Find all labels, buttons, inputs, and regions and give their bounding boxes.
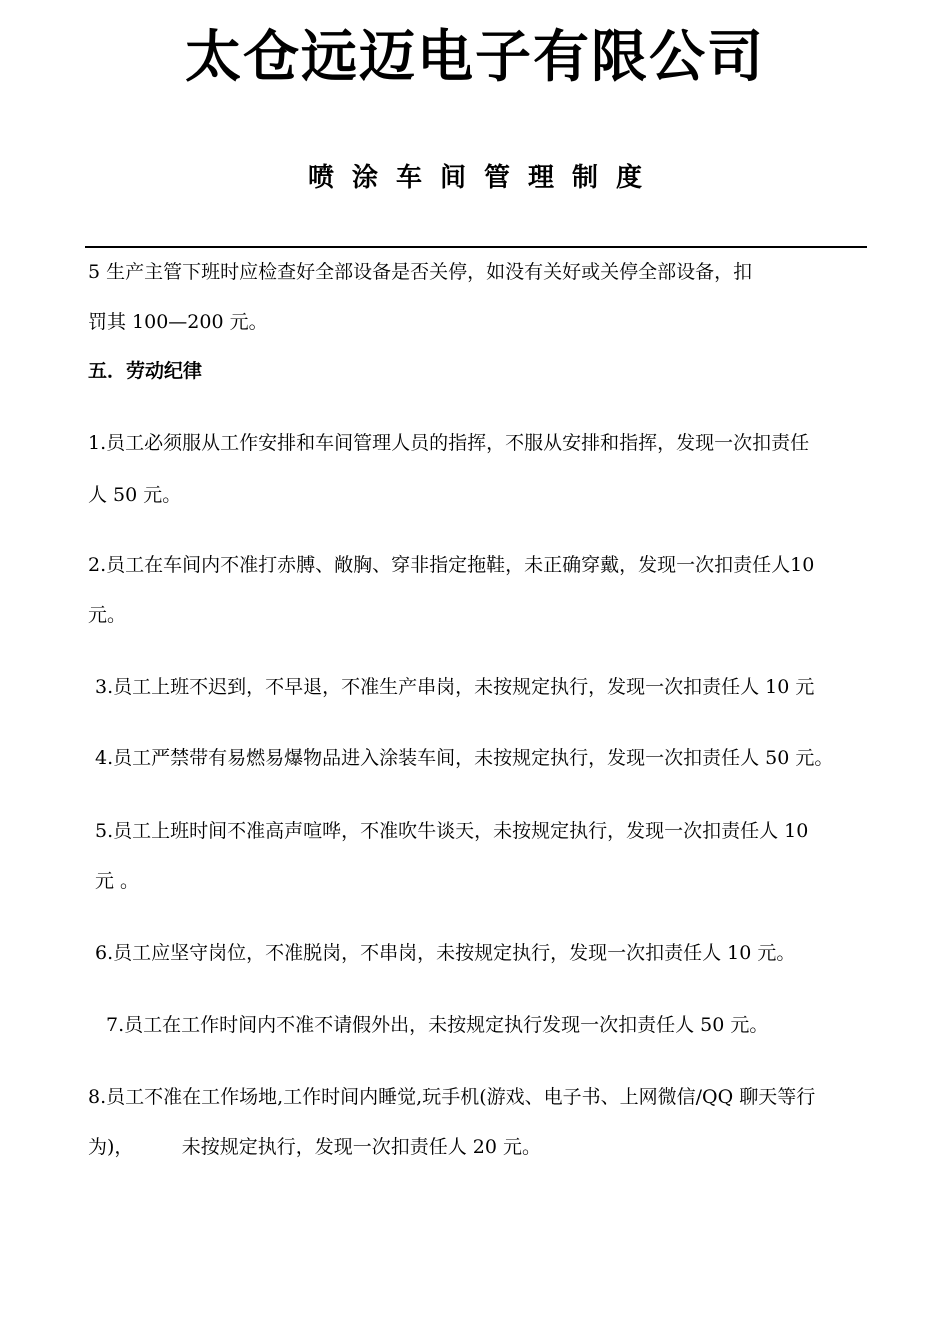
rule-1-line-2: 人 50 元。 [88,484,182,506]
rule-8-line-2: 为)， 未按规定执行，发现一次扣责任人 20 元。 [88,1136,541,1158]
rule-5b-line-1: 5.员工上班时间不准高声喧哗，不准吹牛谈天，未按规定执行，发现一次扣责任人 10 [95,820,809,842]
rule-2-line-2: 元。 [88,604,127,626]
rule-5-line-1: 5 生产主管下班时应检查好全部设备是否关停，如没有关好或关停全部设备，扣 [88,261,753,283]
rule-6: 6.员工应坚守岗位，不准脱岗，不串岗，未按规定执行，发现一次扣责任人 10 元。 [95,942,796,964]
rule-8-line-1: 8.员工不准在工作场地,工作时间内睡觉,玩手机(游戏、电子书、上网微信/QQ 聊天等行 [88,1086,816,1108]
rule-2-line-1: 2.员工在车间内不准打赤膊、敞胸、穿非指定拖鞋，未正确穿戴，发现一次扣责任人10 [88,554,815,576]
header-divider [85,246,867,248]
document-title: 喷涂车间管理制度 [307,163,660,193]
rule-4: 4.员工严禁带有易燃易爆物品进入涂装车间，未按规定执行，发现一次扣责任人 50 元。 [95,747,834,769]
rule-7: 7.员工在工作时间内不准不请假外出，未按规定执行发现一次扣责任人 50 元。 [106,1014,769,1036]
company-title: 太仓远迈电子有限公司 [185,25,765,90]
rule-5b-line-2: 元 。 [95,870,140,892]
rule-3: 3.员工上班不迟到，不早退，不准生产串岗，未按规定执行，发现一次扣责任人 10 元 [95,676,815,698]
rule-1-line-1: 1.员工必须服从工作安排和车间管理人员的指挥，不服从安排和指挥，发现一次扣责任 [88,432,810,454]
section-heading: 五．劳动纪律 [88,360,203,382]
rule-5-line-2: 罚其 100—200 元。 [88,311,268,333]
